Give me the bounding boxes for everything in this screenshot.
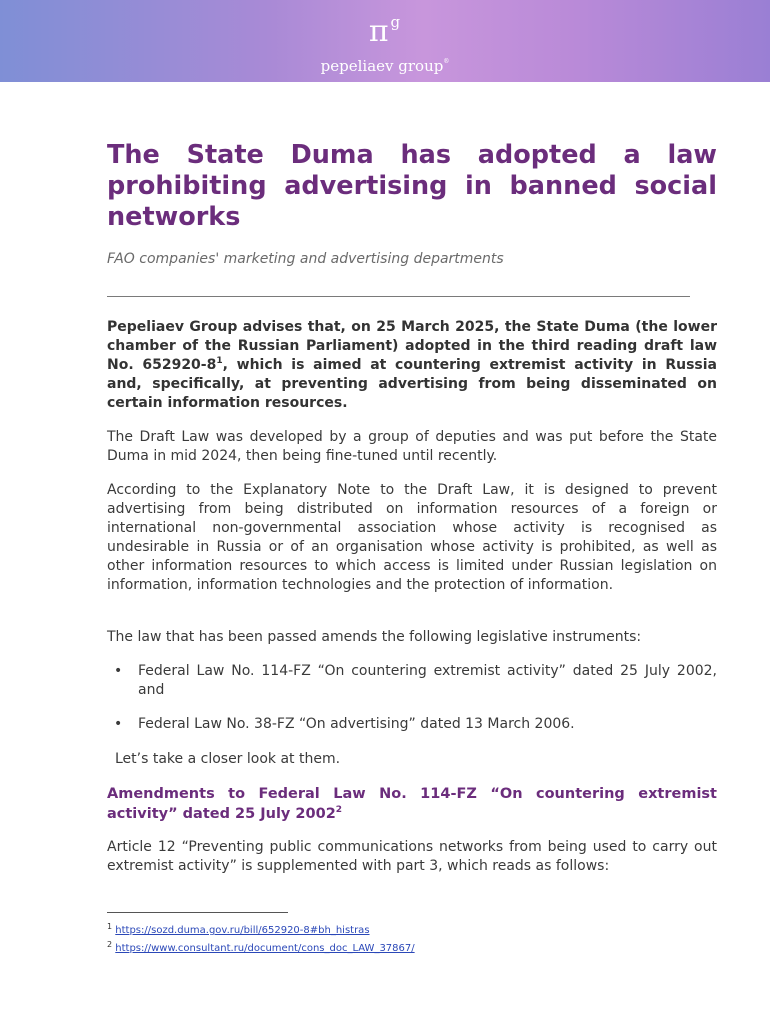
logo-wordmark: pepeliaev group® [320, 57, 450, 75]
footnotes [107, 920, 717, 956]
section-heading: Amendments to Federal Law No. 114-FZ “On countering extremist activity” dated 25 July 2002$^2$ [107, 786, 717, 822]
footnote-ref-1[interactable]: 1 [216, 356, 223, 366]
body-paragraph-5: Article 12 “Preventing public communications networks from being used to carry out extremist activity” is supplemented with part 3, which reads as follows: [107, 839, 717, 874]
document-title: The State Duma has adopted a law prohibiting advertising in banned social networks [107, 140, 717, 232]
footnote-link-2[interactable]: https://www.consultant.ru/document/cons_doc_LAW_37867/ [115, 943, 415, 954]
bullet-marker: • [114, 716, 123, 732]
footnote-link-1[interactable]: https://sozd.duma.gov.ru/bill/652920-8#bh_histras [115, 925, 370, 936]
footnote-divider [107, 912, 288, 913]
body-paragraph-2: According to the Explanatory Note to the Draft Law, it is designed to prevent advertising from being distributed on information resources of a foreign or international non-governmental association whose activity is recognised as undesirable in Russia or of an organisation whose activity is prohibited, as well as other information resources to which access is limited under Russian legislation on information, information technologies and the protection of information. [107, 482, 717, 593]
body-paragraph-3: The law that has been passed amends the following legislative instruments: [107, 629, 642, 645]
body-paragraph-4: Let’s take a closer look at them. [115, 751, 341, 767]
body-paragraph-1: The Draft Law was developed by a group of deputies and was put before the State Duma in mid 2024, then being fine-tuned until recently. [107, 429, 717, 464]
footnote-2: $^2$ https://www.consultant.ru/document/cons_doc_LAW_37867/ [107, 940, 415, 954]
document-subtitle: FAO companies' marketing and advertising departments [107, 251, 504, 267]
footnote-1: $^1$ https://sozd.duma.gov.ru/bill/652920-8#bh_histras [107, 922, 370, 936]
company-logo[interactable] [0, 6, 770, 76]
footnote-ref-2[interactable]: 2 [335, 805, 343, 815]
bullet-marker: • [114, 663, 123, 679]
header-banner [0, 0, 770, 82]
title-divider [107, 296, 690, 297]
list-item-text: Federal Law No. 114-FZ “On countering extremist activity” dated 25 July 2002, and [138, 663, 717, 698]
logo-symbol: $\pi^g$ [368, 13, 402, 49]
list-item-text: Federal Law No. 38-FZ “On advertising” dated 13 March 2006. [138, 716, 575, 732]
lead-paragraph: Pepeliaev Group advises that, on 25 March 2025, the State Duma (the lower chamber of the Russian Parliament) adopted in the third reading draft law No. 652920-8$^1$, which is aimed at countering extremist activity in Russia and, specifically, at preventing advertising from being disseminated on certain information resources. [107, 319, 717, 411]
